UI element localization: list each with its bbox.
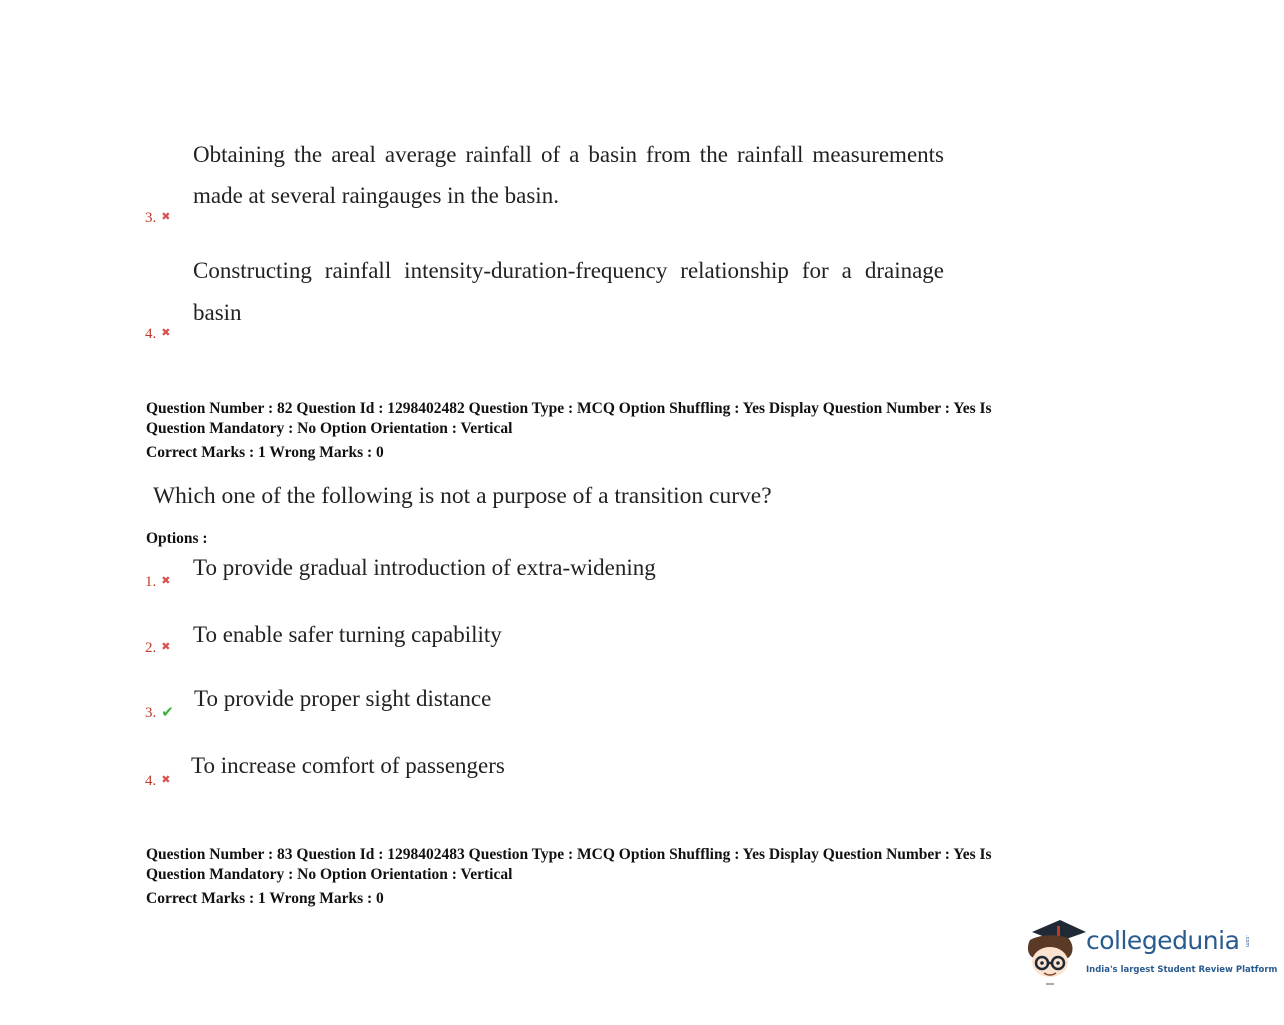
q82-option-1-text: To provide gradual introduction of extra-widening [193, 555, 656, 580]
option-number-label: 4. [145, 326, 157, 342]
cross-icon: ✖ [161, 574, 171, 587]
q83-meta-line-1: Question Number : 83 Question Id : 1298402483 Question Type : MCQ Option Shuffling : Yes Display Question Number : Yes Is [146, 846, 992, 863]
mascot-icon [1024, 918, 1086, 986]
q82-question-text: Which one of the following is not a purpose of a transition curve? [153, 483, 772, 509]
logo-tagline: India's largest Student Review Platform [1086, 965, 1278, 975]
option-number-label: 3. [145, 210, 157, 226]
q82-option-3-text: To provide proper sight distance [194, 686, 492, 711]
prev-option-3-number [145, 210, 170, 227]
option-number-label: 2. [145, 640, 157, 656]
prev-option-4-number [145, 326, 170, 343]
q82-marks: Correct Marks : 1 Wrong Marks : 0 [146, 444, 384, 461]
option-number-label: 4. [145, 773, 157, 789]
logo-suffix: .com [1244, 935, 1250, 948]
cross-icon: ✖ [161, 773, 171, 786]
q82-option-4-text: To increase comfort of passengers [191, 753, 505, 778]
prev-option-3-line-2: made at several raingauges in the basin. [193, 183, 559, 208]
logo-name: collegedunia [1086, 926, 1240, 955]
collegedunia-logo [1024, 918, 1278, 988]
prev-option-3-line-1: Obtaining the areal average rainfall of a basin from the rainfall measurements [193, 142, 944, 167]
cross-icon: ✖ [161, 640, 171, 653]
q82-option-2-text: To enable safer turning capability [193, 622, 502, 647]
cross-icon: ✖ [161, 210, 171, 223]
cross-icon: ✖ [161, 326, 171, 339]
q82-option-4-number [145, 773, 170, 790]
q82-meta-line-2: Question Mandatory : No Option Orientation : Vertical [146, 420, 513, 437]
q82-option-2-number [145, 640, 170, 657]
prev-option-4-line-2: basin [193, 300, 242, 325]
q82-option-1-number [145, 574, 170, 591]
prev-option-4-line-1: Constructing rainfall intensity-duration-frequency relationship for a drainage [193, 258, 944, 283]
check-icon: ✔ [161, 703, 174, 721]
q82-options-label: Options : [146, 530, 208, 547]
q82-meta-line-1: Question Number : 82 Question Id : 1298402482 Question Type : MCQ Option Shuffling : Yes Display Question Number : Yes Is [146, 400, 992, 417]
option-number-label: 1. [145, 574, 157, 590]
q83-meta-line-2: Question Mandatory : No Option Orientation : Vertical [146, 866, 513, 883]
option-number-label: 3. [145, 705, 157, 721]
q82-option-3-number [145, 703, 174, 722]
q83-marks: Correct Marks : 1 Wrong Marks : 0 [146, 890, 384, 907]
